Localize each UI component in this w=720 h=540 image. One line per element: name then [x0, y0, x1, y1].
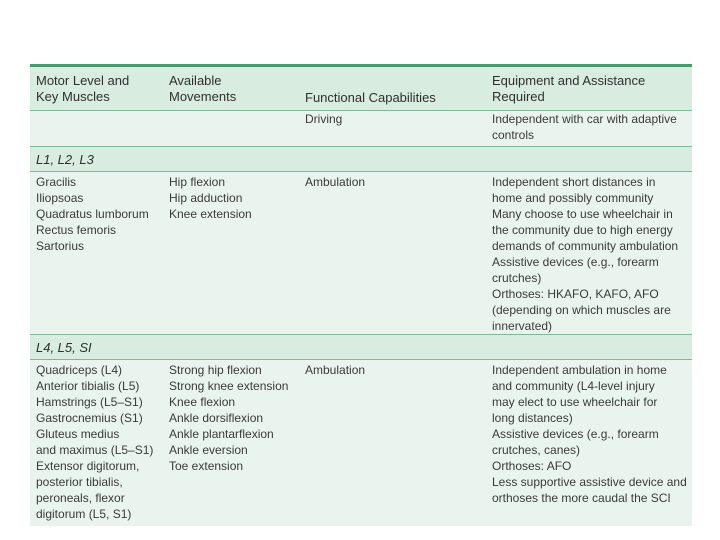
list-item: Gastrocnemius (S1) — [36, 411, 143, 425]
header-movements-line-2: Movements — [169, 89, 237, 104]
list-item: Hamstrings (L5–S1) — [36, 395, 143, 409]
list-item: Gluteus medius — [36, 427, 120, 441]
list-item: long distances) — [492, 411, 573, 425]
list-item: crutches, canes) — [492, 443, 581, 457]
header-equipment-line-2: Required — [492, 89, 545, 104]
section-1-band — [30, 147, 692, 171]
header-equipment-line-1: Equipment and Assistance — [492, 73, 646, 88]
list-item: Extensor digitorum, — [36, 459, 140, 473]
list-item: the community due to high energy — [492, 223, 673, 237]
list-item: innervated) — [492, 319, 553, 333]
header-motor-level-line-2: Key Muscles — [36, 89, 110, 104]
header-movements — [169, 73, 236, 105]
list-item: Iliopsoas — [36, 191, 84, 205]
list-item: and maximus (L5–S1) — [36, 443, 154, 457]
list-item: demands of community ambulation — [492, 239, 679, 253]
section-1-muscles — [36, 174, 149, 254]
list-item: Quadratus lumborum — [36, 207, 149, 221]
list-item: Toe extension — [169, 459, 244, 473]
list-item: Anterior tibialis (L5) — [36, 379, 140, 393]
list-item: may elect to use wheelchair for — [492, 395, 658, 409]
list-item: Knee extension — [169, 207, 252, 221]
driving-capability: Driving — [305, 112, 343, 126]
section-1-title: L1, L2, L3 — [36, 152, 94, 167]
list-item: Knee flexion — [169, 395, 236, 409]
header-functional-capabilities: Functional Capabilities — [305, 90, 436, 105]
list-item: (depending on which muscles are — [492, 303, 671, 317]
list-item: Independent short distances in — [492, 175, 656, 189]
section-2-muscles — [36, 362, 153, 522]
list-item: Less supportive assistive device and — [492, 475, 687, 489]
list-item: Hip flexion — [169, 175, 226, 189]
list-item: posterior tibialis, — [36, 475, 123, 489]
list-item: Rectus femoris — [36, 223, 117, 237]
driving-equipment — [492, 111, 677, 143]
sci-function-table — [30, 64, 692, 526]
section-2-movements — [169, 362, 288, 474]
header-motor-level-line-1: Motor Level and — [36, 73, 130, 88]
section-2-equipment — [492, 362, 687, 506]
list-item: Ankle eversion — [169, 443, 248, 457]
list-item: home and possibly community — [492, 191, 654, 205]
driving-equipment-line-2: controls — [492, 128, 535, 142]
list-item: Sartorius — [36, 239, 85, 253]
list-item: Independent ambulation in home — [492, 363, 667, 377]
section-1-capability: Ambulation — [305, 175, 366, 189]
list-item: and community (L4-level injury — [492, 379, 655, 393]
section-2-bottom-rule — [30, 359, 692, 360]
list-item: Ankle plantarflexion — [169, 427, 274, 441]
list-item: Assistive devices (e.g., forearm — [492, 427, 659, 441]
list-item: peroneals, flexor — [36, 491, 125, 505]
section-2-title: L4, L5, SI — [36, 340, 92, 355]
header-movements-line-1: Available — [169, 73, 222, 88]
list-item: Orthoses: AFO — [492, 459, 572, 473]
header-motor-level — [36, 73, 129, 105]
section-1-equipment — [492, 174, 678, 334]
list-item: crutches) — [492, 271, 542, 285]
list-item: Gracilis — [36, 175, 77, 189]
section-1-movements — [169, 174, 252, 222]
section-2-capability: Ambulation — [305, 363, 366, 377]
list-item: Orthoses: HKAFO, KAFO, AFO — [492, 287, 659, 301]
list-item: Assistive devices (e.g., forearm — [492, 255, 659, 269]
header-equipment — [492, 73, 645, 105]
list-item: Ankle dorsiflexion — [169, 411, 264, 425]
section-1-bottom-rule — [30, 171, 692, 172]
list-item: Strong hip flexion — [169, 363, 262, 377]
section-2-band — [30, 335, 692, 359]
list-item: orthoses the more caudal the SCI — [492, 491, 671, 505]
list-item: Hip adduction — [169, 191, 243, 205]
list-item: digitorum (L5, S1) — [36, 507, 132, 521]
driving-equipment-line-1: Independent with car with adaptive — [492, 112, 677, 126]
list-item: Quadriceps (L4) — [36, 363, 123, 377]
list-item: Many choose to use wheelchair in — [492, 207, 673, 221]
list-item: Strong knee extension — [169, 379, 289, 393]
